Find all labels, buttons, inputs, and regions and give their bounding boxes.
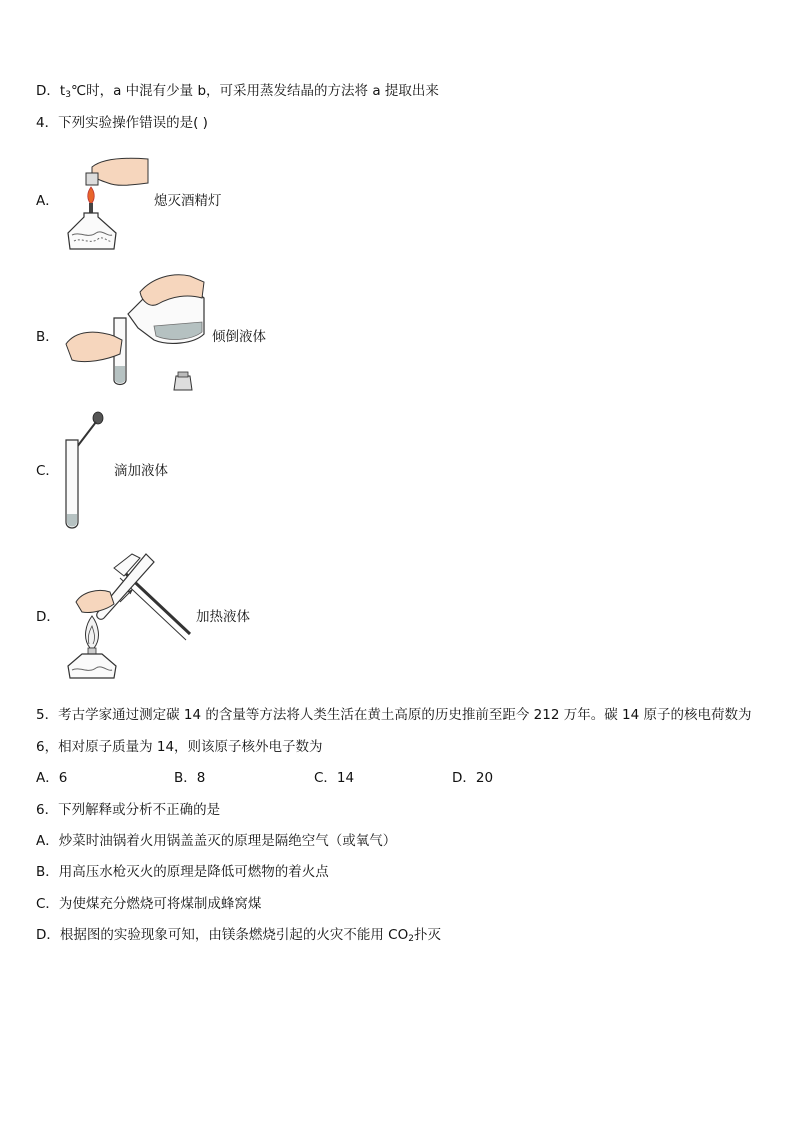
q4-option-b-label: B． xyxy=(36,329,59,345)
q6-option-a: A．炒菜时油锅着火用锅盖盖灭的原理是隔绝空气（或氧气） xyxy=(36,833,397,849)
q6-option-d xyxy=(36,926,441,948)
q6-option-d-text-b: 扑灭 xyxy=(413,927,441,943)
q3-option-d-text-b: ℃时，a 中混有少量 b，可采用蒸发结晶的方法将 a 提取出来 xyxy=(70,83,439,99)
q4-option-a-label: A． xyxy=(36,193,59,209)
q5-choice-b: B．8 xyxy=(174,770,206,786)
q5-choice-d: D．20 xyxy=(452,770,494,786)
q6-option-b: B．用高压水枪灭火的原理是降低可燃物的着火点 xyxy=(36,864,329,880)
q3-option-d-subscript: 3 xyxy=(65,90,71,100)
pouring-liquid-figure xyxy=(62,268,212,398)
q5-stem-line1: 5．考古学家通过测定碳 14 的含量等方法将人类生活在黄土高原的历史推前至距今 212 万年。碳 14 原子的核电荷数为 xyxy=(36,707,752,723)
q6-option-d-subscript: 2 xyxy=(408,934,414,944)
q3-option-d-text-a: D．t xyxy=(36,83,66,99)
q4-option-d-label: D． xyxy=(36,609,60,625)
q3-option-d xyxy=(36,82,439,104)
q4-option-d-caption: 加热液体 xyxy=(196,609,250,625)
q4-option-c-caption: 滴加液体 xyxy=(114,463,168,479)
q4-stem: 4．下列实验操作错误的是( ) xyxy=(36,115,208,131)
q6-option-c: C．为使煤充分燃烧可将煤制成蜂窝煤 xyxy=(36,896,262,912)
q4-option-c-label: C． xyxy=(36,463,59,479)
q6-option-d-text-a: D．根据图的实验现象可知，由镁条燃烧引起的火灾不能用 CO xyxy=(36,927,409,943)
q6-stem: 6．下列解释或分析不正确的是 xyxy=(36,802,221,818)
q4-option-a-caption: 熄灭酒精灯 xyxy=(154,193,222,209)
q5-stem-line2: 6，相对原子质量为 14，则该原子核外电子数为 xyxy=(36,739,323,755)
heating-liquid-figure xyxy=(62,548,194,682)
q5-choice-a: A．6 xyxy=(36,770,68,786)
dropping-liquid-figure xyxy=(58,410,108,534)
q5-choice-c: C．14 xyxy=(314,770,355,786)
q4-option-b-caption: 倾倒液体 xyxy=(212,329,266,345)
alcohol-lamp-figure xyxy=(62,155,152,255)
